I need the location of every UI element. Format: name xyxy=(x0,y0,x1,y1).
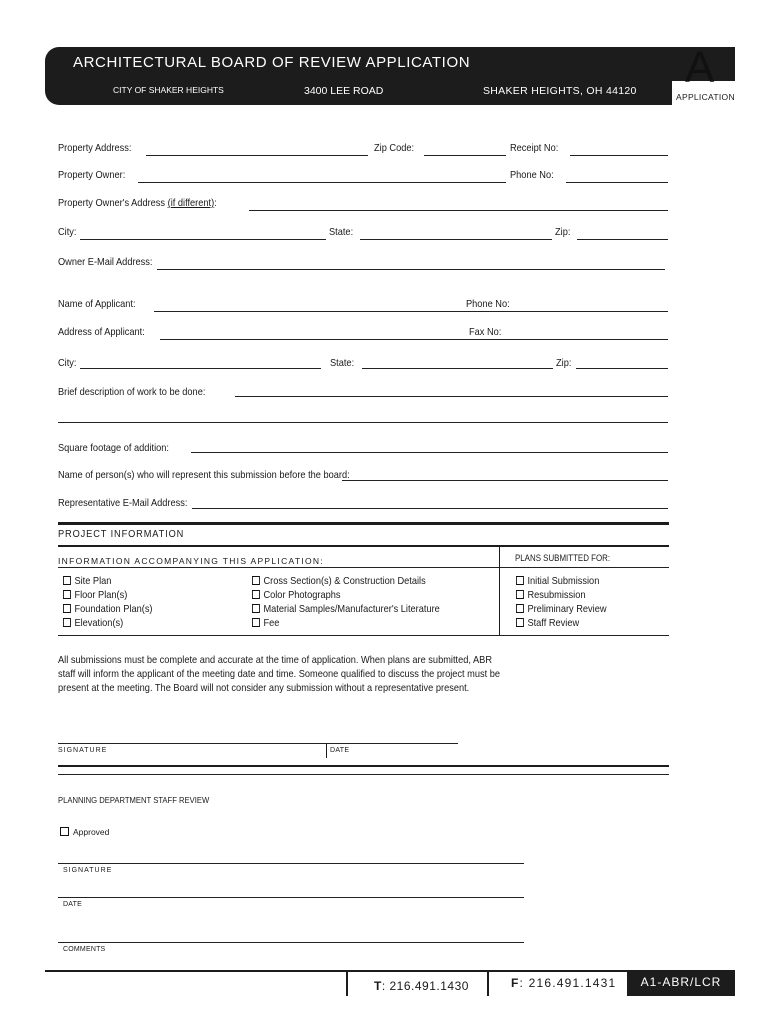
checkbox-icon[interactable] xyxy=(252,604,260,613)
signature-date-separator xyxy=(326,743,327,758)
staff-signature-label: SIGNATURE xyxy=(63,867,113,874)
checkbox-icon[interactable] xyxy=(252,618,260,627)
property-owner-label: Property Owner: xyxy=(58,169,126,181)
column-divider xyxy=(499,547,500,635)
checkbox-icon[interactable] xyxy=(516,576,524,585)
applicant-city-field[interactable] xyxy=(80,368,321,369)
applicant-address-field[interactable] xyxy=(160,339,668,340)
applicant-signature-field[interactable] xyxy=(58,743,458,744)
staff-date-field[interactable] xyxy=(58,897,524,898)
applicant-phone-label: Phone No: xyxy=(466,298,510,310)
description-field-line2[interactable] xyxy=(58,422,668,423)
owner-zip-field[interactable] xyxy=(577,239,668,240)
form-letter: A xyxy=(685,43,715,92)
representatives-field[interactable] xyxy=(342,480,668,481)
checkbox-icon[interactable] xyxy=(516,618,524,627)
divider xyxy=(58,522,669,525)
office-city-state: SHAKER HEIGHTS, OH 44120 xyxy=(483,85,637,97)
applicant-name-label: Name of Applicant: xyxy=(58,298,136,310)
checkbox-fee[interactable]: Fee xyxy=(252,617,279,629)
owner-zip-label: Zip: xyxy=(555,226,571,238)
header-banner xyxy=(45,43,735,105)
submission-notice: All submissions must be complete and accurate at the time of application. When plans are submitted, ABR staff will inform the applicant of the meeting date and time. Someone qualified to discuss the project must be present at the meeting. The Board will not consider any submission without a representative present. xyxy=(58,654,501,694)
owner-phone-field[interactable] xyxy=(566,182,668,183)
applicant-state-field[interactable] xyxy=(362,368,553,369)
checkbox-color-photographs[interactable]: Color Photographs xyxy=(252,589,340,601)
owner-address-field[interactable] xyxy=(249,210,668,211)
checkbox-icon[interactable] xyxy=(252,576,260,585)
divider xyxy=(58,567,669,568)
owner-phone-label: Phone No: xyxy=(510,169,554,181)
staff-review-heading: PLANNING DEPARTMENT STAFF REVIEW xyxy=(58,795,210,805)
checkbox-icon[interactable] xyxy=(63,618,71,627)
footer-fax: F: 216.491.1431 xyxy=(511,976,617,990)
applicant-name-field[interactable] xyxy=(154,311,668,312)
project-info-heading: PROJECT INFORMATION xyxy=(58,528,185,540)
footer-telephone: T: 216.491.1430 xyxy=(374,979,469,993)
divider xyxy=(58,635,669,636)
checkbox-elevations[interactable]: Elevation(s) xyxy=(63,617,123,629)
checkbox-cross-sections[interactable]: Cross Section(s) & Construction Details xyxy=(252,575,426,587)
divider xyxy=(58,765,669,767)
zip-code-field[interactable] xyxy=(424,155,506,156)
square-footage-field[interactable] xyxy=(191,452,668,453)
footer-separator xyxy=(487,972,489,996)
checkbox-icon[interactable] xyxy=(63,604,71,613)
staff-comments-field[interactable] xyxy=(58,942,524,943)
checkbox-icon[interactable] xyxy=(63,590,71,599)
office-address: 3400 LEE ROAD xyxy=(304,85,384,97)
staff-comments-label: COMMENTS xyxy=(63,946,106,953)
rep-email-field[interactable] xyxy=(192,508,668,509)
form-code-badge: A1-ABR/LCR xyxy=(627,970,735,996)
representatives-label: Name of person(s) who will represent this submission before the board: xyxy=(58,469,350,481)
owner-email-field[interactable] xyxy=(157,269,665,270)
divider xyxy=(58,545,669,547)
signature-label: SIGNATURE xyxy=(58,747,108,754)
square-footage-label: Square footage of addition: xyxy=(58,442,169,454)
checkbox-site-plan[interactable]: Site Plan xyxy=(63,575,111,587)
applicant-state-label: State: xyxy=(330,357,355,369)
owner-state-field[interactable] xyxy=(360,239,552,240)
staff-date-label: DATE xyxy=(63,901,82,908)
zip-code-label: Zip Code: xyxy=(374,142,415,154)
receipt-no-field[interactable] xyxy=(570,155,668,156)
city-name: CITY OF SHAKER HEIGHTS xyxy=(113,85,224,95)
rep-email-label: Representative E-Mail Address: xyxy=(58,497,188,509)
checkbox-resubmission[interactable]: Resubmission xyxy=(516,589,585,601)
applicant-zip-label: Zip: xyxy=(556,357,572,369)
checkbox-preliminary-review[interactable]: Preliminary Review xyxy=(516,603,607,615)
description-field-line1[interactable] xyxy=(235,396,668,397)
receipt-no-label: Receipt No: xyxy=(510,142,559,154)
badge-label: APPLICATION xyxy=(676,92,735,102)
plans-submitted-heading: PLANS SUBMITTED FOR: xyxy=(515,553,611,563)
date-label: DATE xyxy=(330,747,350,754)
owner-email-label: Owner E-Mail Address: xyxy=(58,256,153,268)
owner-city-label: City: xyxy=(58,226,77,238)
staff-signature-field[interactable] xyxy=(58,863,524,864)
property-owner-field[interactable] xyxy=(138,182,506,183)
checkbox-initial-submission[interactable]: Initial Submission xyxy=(516,575,599,587)
checkbox-icon[interactable] xyxy=(516,590,524,599)
form-title: ARCHITECTURAL BOARD OF REVIEW APPLICATION xyxy=(73,54,471,71)
checkbox-icon[interactable] xyxy=(252,590,260,599)
fax-no-label: Fax No: xyxy=(469,326,502,338)
checkbox-approved[interactable]: Approved xyxy=(60,827,109,837)
checkbox-staff-review[interactable]: Staff Review xyxy=(516,617,579,629)
applicant-city-label: City: xyxy=(58,357,77,369)
checkbox-icon[interactable] xyxy=(60,827,69,836)
owner-city-field[interactable] xyxy=(80,239,326,240)
owner-address-label: Property Owner's Address (if different): xyxy=(58,197,217,209)
divider xyxy=(58,774,669,775)
checkbox-icon[interactable] xyxy=(516,604,524,613)
description-label: Brief description of work to be done: xyxy=(58,386,206,398)
checkbox-icon[interactable] xyxy=(63,576,71,585)
checkbox-floor-plans[interactable]: Floor Plan(s) xyxy=(63,589,127,601)
property-address-field[interactable] xyxy=(146,155,368,156)
checkbox-foundation-plans[interactable]: Foundation Plan(s) xyxy=(63,603,153,615)
applicant-zip-field[interactable] xyxy=(576,368,668,369)
info-accompanying-heading: INFORMATION ACCOMPANYING THIS APPLICATION: xyxy=(58,556,325,566)
checkbox-material-samples[interactable]: Material Samples/Manufacturer's Literature xyxy=(252,603,440,615)
property-address-label: Property Address: xyxy=(58,142,132,154)
owner-state-label: State: xyxy=(329,226,354,238)
footer-separator xyxy=(346,972,348,996)
applicant-address-label: Address of Applicant: xyxy=(58,326,145,338)
